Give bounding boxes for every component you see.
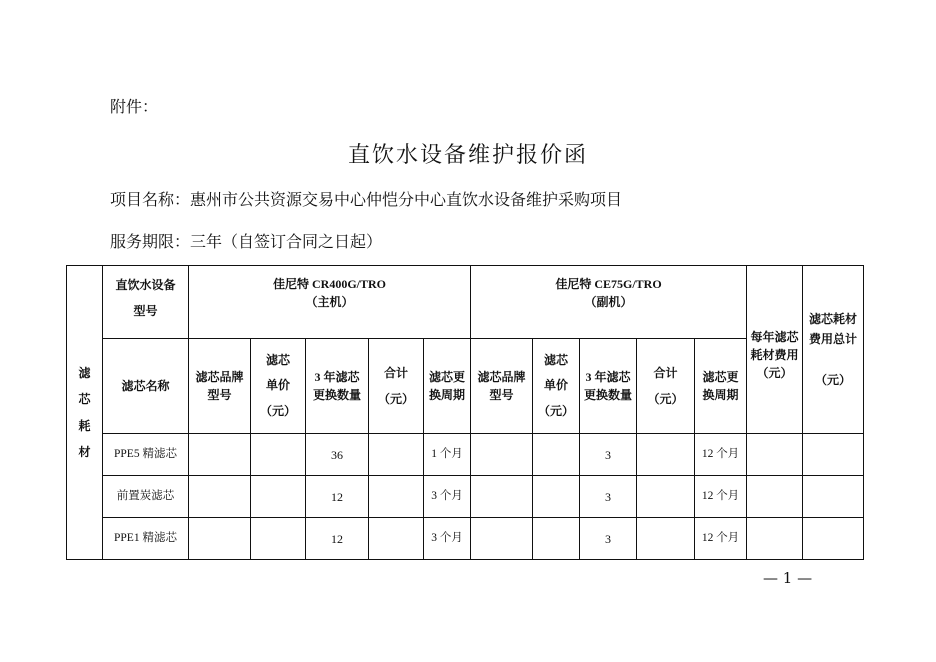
total-cost-header: 滤芯耗材 费用总计 （元） (803, 266, 864, 434)
page-number: — 1 — (763, 569, 813, 587)
sub-brand-cell (471, 434, 533, 476)
sub-subtotal-cell (637, 476, 695, 518)
main-brand-cell (189, 476, 251, 518)
total-cost-cell (803, 476, 864, 518)
main-cycle-cell: 3 个月 (424, 476, 471, 518)
annual-cost-header: 每年滤芯 耗材费用 （元） (747, 266, 803, 434)
sub-price-cell (533, 518, 580, 560)
total-cost-cell (803, 434, 864, 476)
sub-brand-header: 滤芯品牌 型号 (471, 339, 533, 434)
sub-qty-cell: 3 (580, 476, 637, 518)
main-cycle-cell: 3 个月 (424, 518, 471, 560)
main-price-cell (251, 434, 306, 476)
main-brand-cell (189, 518, 251, 560)
quotation-table (66, 265, 864, 560)
sub-price-cell (533, 434, 580, 476)
main-qty-cell: 36 (306, 434, 369, 476)
sub-brand-cell (471, 518, 533, 560)
main-price-cell (251, 476, 306, 518)
filter-name-cell: 前置炭滤芯 (103, 476, 189, 518)
sub-subtotal-cell (637, 434, 695, 476)
main-price-cell (251, 518, 306, 560)
table-row (67, 434, 864, 476)
annual-cost-cell (747, 434, 803, 476)
sub-cycle-cell: 12 个月 (695, 476, 747, 518)
main-subtotal-cell (369, 518, 424, 560)
sub-subtotal-cell (637, 518, 695, 560)
table-row (67, 518, 864, 560)
main-price-header: 滤芯 单价 （元） (251, 339, 306, 434)
filter-consumables-label: 滤 芯 耗 材 (67, 266, 103, 560)
document-title: 直饮水设备维护报价函 (347, 143, 588, 168)
sub-cycle-cell: 12 个月 (695, 434, 747, 476)
main-cycle-cell: 1 个月 (424, 434, 471, 476)
main-subtotal-cell (369, 434, 424, 476)
sub-cycle-header: 滤芯更 换周期 (695, 339, 747, 434)
main-cycle-header: 滤芯更 换周期 (424, 339, 471, 434)
total-cost-cell (803, 518, 864, 560)
main-unit-header: 佳尼特 CR400G/TRO （主机） (189, 266, 471, 339)
sub-qty-header: 3 年滤芯 更换数量 (580, 339, 637, 434)
filter-name-cell: PPE5 精滤芯 (103, 434, 189, 476)
sub-brand-cell (471, 476, 533, 518)
sub-subtotal-header: 合计 （元） (637, 339, 695, 434)
main-brand-header: 滤芯品牌 型号 (189, 339, 251, 434)
main-qty-cell: 12 (306, 518, 369, 560)
sub-price-cell (533, 476, 580, 518)
annual-cost-cell (747, 476, 803, 518)
project-name-line: 项目名称：惠州市公共资源交易中心仲恺分中心直饮水设备维护采购项目 (110, 190, 623, 209)
sub-cycle-cell: 12 个月 (695, 518, 747, 560)
annual-cost-cell (747, 518, 803, 560)
sub-qty-cell: 3 (580, 518, 637, 560)
main-brand-cell (189, 434, 251, 476)
main-subtotal-header: 合计 （元） (369, 339, 424, 434)
sub-qty-cell: 3 (580, 434, 637, 476)
main-qty-header: 3 年滤芯 更换数量 (306, 339, 369, 434)
model-header: 直饮水设备 型号 (103, 266, 189, 339)
service-period-line: 服务期限：三年（自签订合同之日起） (110, 232, 383, 251)
filter-name-header: 滤芯名称 (103, 339, 189, 434)
filter-name-cell: PPE1 精滤芯 (103, 518, 189, 560)
sub-unit-header: 佳尼特 CE75G/TRO （副机） (471, 266, 747, 339)
attachment-label: 附件： (110, 97, 159, 116)
main-qty-cell: 12 (306, 476, 369, 518)
main-subtotal-cell (369, 476, 424, 518)
sub-price-header: 滤芯 单价 （元） (533, 339, 580, 434)
table-row (67, 476, 864, 518)
